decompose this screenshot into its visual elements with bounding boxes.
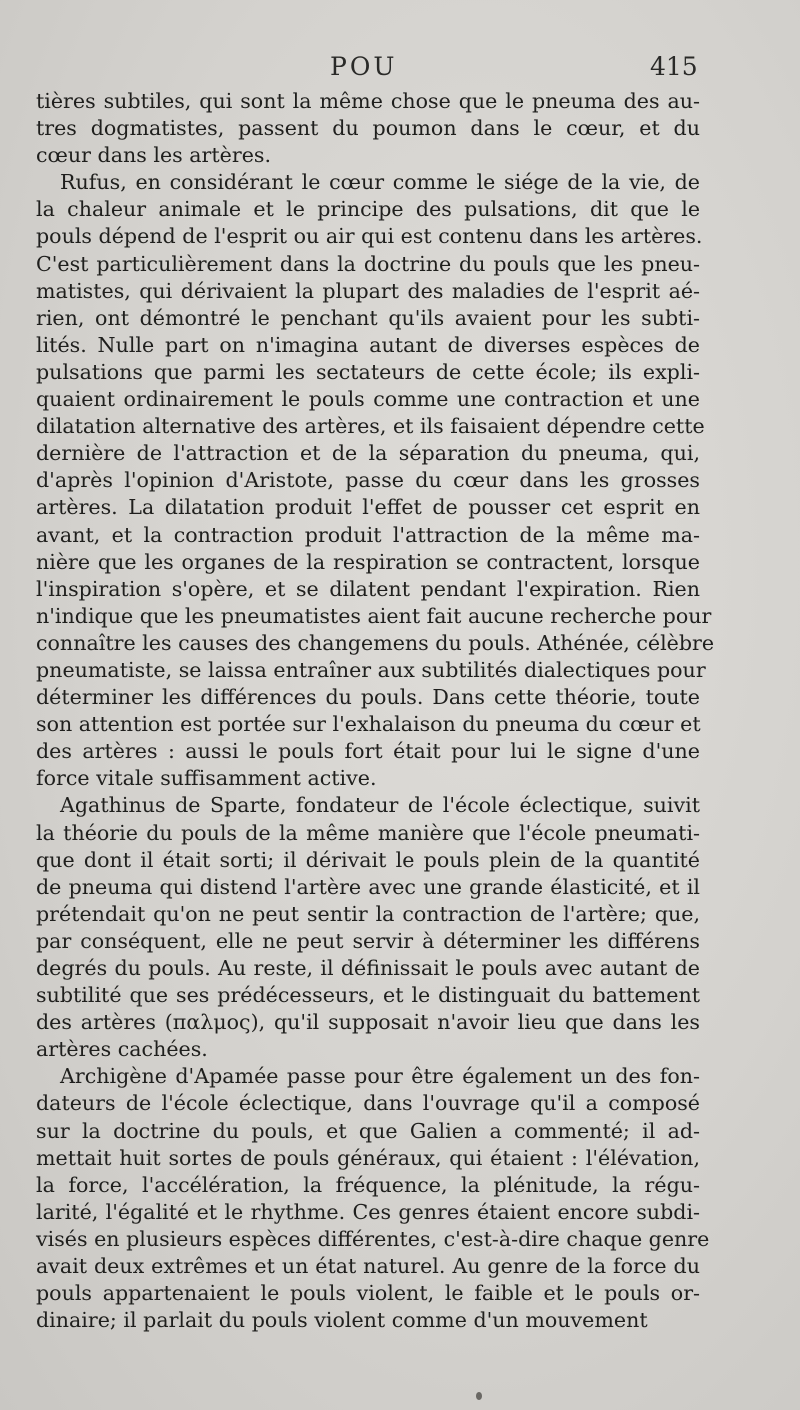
text-line: prétendait qu'on ne peut sentir la contraction de l'artère; que, — [36, 901, 700, 926]
text-line: quaient ordinairement le pouls comme une contraction et une — [36, 387, 700, 412]
text-line: des artères : aussi le pouls fort était pour lui le signe d'une — [36, 739, 700, 764]
text-line: cœur dans les artères. — [36, 143, 272, 168]
text-line: d'après l'opinion d'Aristote, passe du cœur dans les grosses — [36, 468, 700, 493]
text-line: son attention est portée sur l'exhalaison du pneuma du cœur et — [36, 712, 701, 737]
text-line: de pneuma qui distend l'artère avec une grande élasticité, et il — [36, 874, 700, 899]
text-line: matistes, qui dérivaient la plupart des maladies de l'esprit aé- — [36, 278, 700, 303]
paragraph — [36, 169, 715, 792]
text-line: pulsations que parmi les sectateurs de cette école; ils expli- — [36, 359, 700, 384]
text-line: mettait huit sortes de pouls généraux, qui étaient : l'élévation, — [36, 1145, 700, 1170]
text-line: la force, l'accélération, la fréquence, la plénitude, la régu- — [36, 1172, 700, 1197]
text-line: tières subtiles, qui sont la même chose que le pneuma des au- — [36, 89, 700, 113]
page-header — [0, 52, 800, 88]
text-line: larité, l'égalité et le rhythme. Ces genres étaient encore subdi- — [36, 1199, 700, 1224]
text-line: lités. Nulle part on n'imagina autant de diverses espèces de — [36, 332, 700, 357]
text-line: degrés du pouls. Au reste, il définissait le pouls avec autant de — [36, 956, 700, 980]
text-line: Rufus, en considérant le cœur comme le siége de la vie, de — [60, 170, 700, 195]
text-line: tres dogmatistes, passent du poumon dans le cœur, et du — [36, 116, 700, 141]
body-text — [36, 88, 715, 1334]
text-line: avait deux extrêmes et un état naturel. Au genre de la force du — [36, 1254, 700, 1279]
paragraph — [36, 792, 700, 1063]
text-line: pouls dépend de l'esprit ou air qui est contenu dans les artères. — [36, 224, 703, 249]
text-line: pouls appartenaient le pouls violent, le faible et le pouls or- — [36, 1281, 700, 1306]
text-line: artères. La dilatation produit l'effet de pousser cet esprit en — [36, 495, 700, 520]
text-line: par conséquent, elle ne peut servir à déterminer les différens — [36, 928, 700, 953]
text-line: Agathinus de Sparte, fondateur de l'école éclectique, suivit — [60, 793, 700, 818]
text-line: connaître les causes des changemens du pouls. Athénée, célèbre — [36, 630, 715, 655]
text-line: visés en plusieurs espèces différentes, c'est-à-dire chaque genre — [36, 1226, 710, 1251]
text-line: des artères (παλμος), qu'il supposait n'avoir lieu que dans les — [36, 1010, 700, 1035]
text-line: dernière de l'attraction et de la séparation du pneuma, qui, — [36, 441, 700, 466]
text-line: que dont il était sorti; il dérivait le pouls plein de la quantité — [36, 847, 700, 872]
paragraph — [36, 88, 700, 169]
text-line: dinaire; il parlait du pouls violent comme d'un mouvement — [36, 1308, 648, 1333]
text-line: l'inspiration s'opère, et se dilatent pendant l'expiration. Rien — [36, 576, 700, 601]
text-line: pneumatiste, se laissa entraîner aux subtilités dialectiques pour — [36, 657, 706, 682]
text-line: déterminer les différences du pouls. Dans cette théorie, toute — [36, 685, 700, 710]
text-line: Archigène d'Apamée passe pour être également un des fon- — [60, 1064, 700, 1089]
page-number: 415 — [650, 52, 698, 81]
text-line: artères cachées. — [36, 1037, 208, 1062]
text-line: n'indique que les pneumatistes aient fait aucune recherche pour — [36, 603, 712, 628]
text-line: dilatation alternative des artères, et ils faisaient dépendre cette — [36, 414, 705, 439]
text-line: dateurs de l'école éclectique, dans l'ouvrage qu'il a composé — [36, 1091, 700, 1116]
ink-spot — [476, 1392, 482, 1400]
paragraph — [36, 1063, 710, 1334]
text-line: C'est particulièrement dans la doctrine du pouls que les pneu- — [36, 251, 700, 276]
text-line: subtilité que ses prédécesseurs, et le distinguait du battement — [36, 983, 700, 1008]
text-line: rien, ont démontré le penchant qu'ils avaient pour les subti- — [36, 305, 700, 330]
text-line: la théorie du pouls de la même manière que l'école pneumati- — [36, 820, 700, 845]
text-line: force vitale suffisamment active. — [36, 766, 377, 791]
text-line: sur la doctrine du pouls, et que Galien a commenté; il ad- — [36, 1118, 700, 1143]
running-head: POU — [330, 52, 398, 81]
text-line: la chaleur animale et le principe des pulsations, dit que le — [36, 197, 700, 222]
text-line: nière que les organes de la respiration se contractent, lorsque — [36, 549, 700, 574]
text-line: avant, et la contraction produit l'attraction de la même ma- — [36, 522, 700, 547]
